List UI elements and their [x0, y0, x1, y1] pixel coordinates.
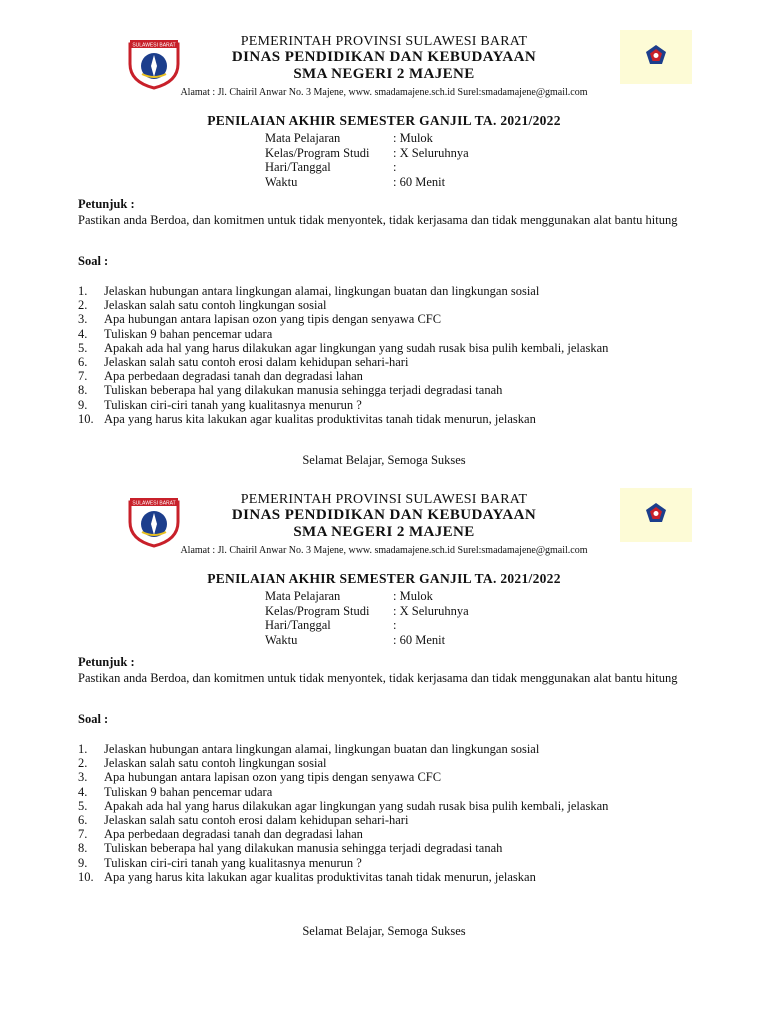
question-text: Apakah ada hal yang harus dilakukan agar lingkungan yang sudah rusak bisa pulih kembali, jelaskan	[104, 340, 609, 355]
question-item	[78, 398, 678, 412]
question-number: 2.	[78, 298, 88, 313]
question-text: Tuliskan ciri-ciri tanah yang kualitasnya menurun ?	[104, 397, 362, 412]
meta-label: Kelas/Program Studi	[265, 603, 370, 618]
question-item	[78, 856, 678, 870]
exam-title: PENILAIAN AKHIR SEMESTER GANJIL TA. 2021/2022	[207, 113, 561, 128]
meta-value: : X Seluruhnya	[393, 603, 469, 618]
question-item	[78, 341, 678, 355]
question-item	[78, 870, 678, 884]
question-number: 9.	[78, 397, 88, 412]
question-text: Tuliskan beberapa hal yang dilakukan manusia sehingga terjadi degradasi tanah	[104, 383, 503, 398]
department-title: DINAS PENDIDIKAN DAN KEBUDAYAAN	[231, 507, 537, 523]
logo-left-text: SULAWESI BARAT	[132, 500, 176, 507]
question-number: 6.	[78, 813, 88, 828]
question-number: 10.	[78, 869, 94, 884]
question-text: Jelaskan salah satu contoh erosi dalam kehidupan sehari-hari	[104, 355, 409, 370]
question-item	[78, 312, 678, 326]
exam-meta	[265, 131, 469, 189]
meta-row	[265, 146, 469, 161]
meta-row	[265, 604, 469, 619]
question-text: Tuliskan beberapa hal yang dilakukan manusia sehingga terjadi degradasi tanah	[104, 841, 503, 856]
question-text: Apa yang harus kita lakukan agar kualitas produktivitas tanah tidak menurun, jelaskan	[104, 411, 536, 426]
question-number: 8.	[78, 383, 88, 398]
exam-meta	[265, 589, 469, 647]
meta-value: : Mulok	[393, 131, 433, 145]
exam-sheet-1	[0, 30, 768, 500]
meta-value: :	[393, 618, 397, 632]
question-number: 7.	[78, 827, 88, 842]
meta-label: Kelas/Program Studi	[265, 145, 370, 160]
question-text: Apa perbedaan degradasi tanah dan degradasi lahan	[104, 827, 363, 842]
question-number: 2.	[78, 756, 88, 771]
question-number: 5.	[78, 798, 88, 813]
question-item	[78, 742, 678, 756]
meta-row	[265, 618, 469, 633]
question-number: 10.	[78, 411, 94, 426]
question-text: Apa yang harus kita lakukan agar kualitas produktivitas tanah tidak menurun, jelaskan	[104, 869, 536, 884]
meta-row	[265, 175, 469, 190]
question-item	[78, 412, 678, 426]
question-number: 5.	[78, 340, 88, 355]
meta-value: : Mulok	[393, 589, 433, 603]
question-text: Tuliskan 9 bahan pencemar udara	[104, 326, 273, 341]
department-title: DINAS PENDIDIKAN DAN KEBUDAYAAN	[231, 49, 537, 65]
question-text: Jelaskan hubungan antara lingkungan alamai, lingkungan buatan dan lingkungan sosial	[104, 284, 540, 298]
question-text: Jelaskan salah satu contoh erosi dalam kehidupan sehari-hari	[104, 813, 409, 828]
meta-label: Hari/Tanggal	[265, 160, 331, 174]
school-name: SMA NEGERI 2 MAJENE	[293, 66, 475, 82]
meta-row	[265, 160, 469, 175]
question-text: Tuliskan ciri-ciri tanah yang kualitasnya menurun ?	[104, 855, 362, 870]
closing-message: Selamat Belajar, Semoga Sukses	[302, 453, 466, 467]
question-text: Apa hubungan antara lapisan ozon yang tipis dengan senyawa CFC	[104, 770, 442, 785]
meta-value: : X Seluruhnya	[393, 145, 469, 160]
meta-label: Mata Pelajaran	[265, 589, 341, 603]
question-item	[78, 813, 678, 827]
question-number: 4.	[78, 784, 88, 799]
meta-value: : 60 Menit	[393, 174, 446, 189]
meta-value: : 60 Menit	[393, 632, 446, 647]
questions-heading: Soal :	[78, 712, 109, 726]
question-item	[78, 841, 678, 855]
instructions-heading: Petunjuk :	[78, 197, 135, 211]
questions-heading: Soal :	[78, 254, 109, 268]
question-text: Jelaskan salah satu contoh lingkungan sosial	[104, 298, 327, 313]
exam-sheet-2	[0, 488, 768, 958]
closing-message: Selamat Belajar, Semoga Sukses	[302, 924, 466, 938]
question-number: 3.	[78, 770, 88, 785]
meta-row	[265, 589, 469, 604]
question-item	[78, 355, 678, 369]
meta-label: Waktu	[265, 174, 298, 189]
meta-label: Hari/Tanggal	[265, 618, 331, 632]
question-item	[78, 827, 678, 841]
question-item	[78, 284, 678, 298]
question-item	[78, 383, 678, 397]
logo-left-text: SULAWESI BARAT	[132, 42, 176, 49]
school-name: SMA NEGERI 2 MAJENE	[293, 524, 475, 540]
question-number: 9.	[78, 855, 88, 870]
question-item	[78, 799, 678, 813]
school-address: Alamat : Jl. Chairil Anwar No. 3 Majene, www. smadamajene.sch.id Surel:smadamajene@gmail.com	[180, 87, 588, 98]
question-number: 1.	[78, 284, 88, 298]
instructions-text: Pastikan anda Berdoa, dan komitmen untuk tidak menyontek, tidak kerjasama dan tidak menggunakan alat bantu hitung	[78, 213, 678, 227]
school-address: Alamat : Jl. Chairil Anwar No. 3 Majene, www. smadamajene.sch.id Surel:smadamajene@gmail.com	[180, 545, 588, 556]
meta-value: :	[393, 160, 397, 174]
question-item	[78, 327, 678, 341]
exam-title: PENILAIAN AKHIR SEMESTER GANJIL TA. 2021/2022	[207, 571, 561, 586]
instructions-text: Pastikan anda Berdoa, dan komitmen untuk tidak menyontek, tidak kerjasama dan tidak menggunakan alat bantu hitung	[78, 671, 678, 685]
question-text: Jelaskan hubungan antara lingkungan alamai, lingkungan buatan dan lingkungan sosial	[104, 742, 540, 756]
question-number: 7.	[78, 369, 88, 384]
instructions-heading: Petunjuk :	[78, 655, 135, 669]
question-item	[78, 369, 678, 383]
question-text: Apa hubungan antara lapisan ozon yang tipis dengan senyawa CFC	[104, 312, 442, 327]
question-item	[78, 298, 678, 312]
question-number: 1.	[78, 742, 88, 756]
meta-label: Mata Pelajaran	[265, 131, 341, 145]
question-text: Jelaskan salah satu contoh lingkungan sosial	[104, 756, 327, 771]
question-list	[78, 284, 678, 426]
question-number: 8.	[78, 841, 88, 856]
question-text: Apa perbedaan degradasi tanah dan degradasi lahan	[104, 369, 363, 384]
meta-label: Waktu	[265, 632, 298, 647]
meta-row	[265, 131, 469, 146]
question-text: Tuliskan 9 bahan pencemar udara	[104, 784, 273, 799]
question-list	[78, 742, 678, 884]
question-number: 6.	[78, 355, 88, 370]
question-number: 3.	[78, 312, 88, 327]
question-item	[78, 756, 678, 770]
government-title: PEMERINTAH PROVINSI SULAWESI BARAT	[240, 492, 528, 507]
question-text: Apakah ada hal yang harus dilakukan agar lingkungan yang sudah rusak bisa pulih kembali, jelaskan	[104, 798, 609, 813]
meta-row	[265, 633, 469, 648]
question-item	[78, 785, 678, 799]
government-title: PEMERINTAH PROVINSI SULAWESI BARAT	[240, 34, 528, 49]
question-item	[78, 770, 678, 784]
question-number: 4.	[78, 326, 88, 341]
